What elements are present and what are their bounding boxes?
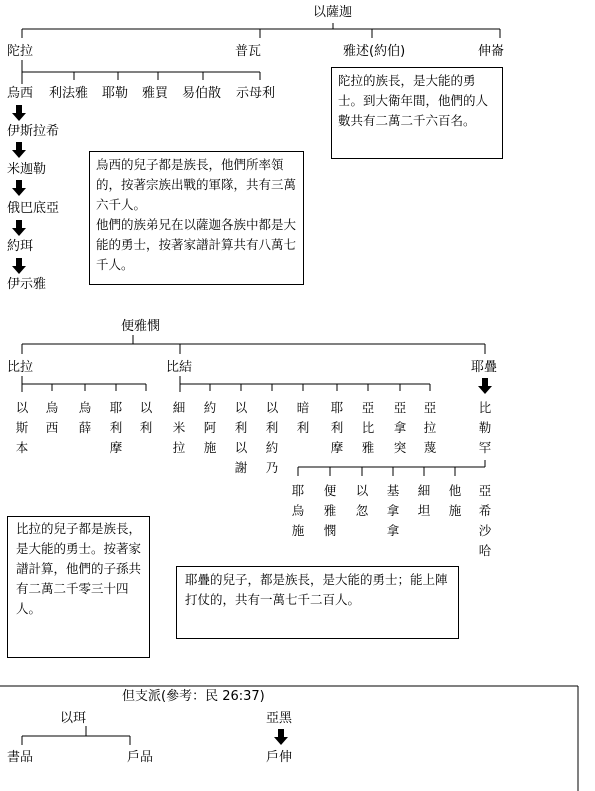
benjamin-child-bela: 比拉 [7,360,34,375]
tola-son: 烏西 [7,86,34,101]
uzzi-descendant: 伊斯拉希 [7,124,60,139]
bilhan-son: 基拿拿 [386,483,400,538]
issachar-child-shimron: 伸崙 [478,44,505,59]
becher-son: 細米拉 [172,400,186,455]
dan-right-son: 戶伸 [266,750,293,765]
benjamin-root: 便雅憫 [121,319,161,334]
becher-son: 約阿施 [203,400,217,455]
jediael-note-box: 耶疊的兒子，都是族長，是大能的勇士；能上陣打仗的，共有一萬七千二百人。 [176,566,459,639]
issachar-child-tola: 陀拉 [7,44,34,59]
becher-son: 耶利摩 [330,400,344,455]
bilhan-son: 亞希沙哈 [478,483,492,558]
dan-left-son: 書品 [7,750,34,765]
becher-son: 以利以謝 [234,400,248,475]
issachar-child-jashub: 雅述(約伯) [343,44,406,59]
becher-son: 亞比雅 [361,400,375,455]
benjamin-child-jediael: 耶疊 [471,360,498,375]
uzzi-descendant: 伊示雅 [7,277,47,292]
bilhan-son: 以忽 [355,483,369,518]
becher-son: 暗利 [296,400,310,435]
issachar-child-puah: 普瓦 [235,44,262,59]
issachar-root: 以薩迦 [313,5,353,20]
tola-note-box: 陀拉的族長，是大能的勇士。到大衛年間，他們的人數共有二萬二千六百名。 [331,67,503,159]
jediael-son: 比勒罕 [478,400,492,455]
arrow-down-icon [12,258,26,274]
dan-left-son: 戶品 [127,750,154,765]
tola-son: 示母利 [236,86,276,101]
bela-son: 以利 [139,400,153,435]
tola-son: 利法雅 [49,86,89,101]
uzzi-descendant: 俄巴底亞 [7,201,60,216]
bela-son: 以斯本 [15,400,29,455]
bilhan-son: 細坦 [417,483,431,518]
arrow-down-icon [478,378,492,394]
uzzi-descendant: 約珥 [7,239,34,254]
arrow-down-icon [274,729,288,745]
becher-son: 亞拿突 [393,400,407,455]
tola-son: 雅買 [142,86,169,101]
benjamin-child-becher: 比結 [166,360,193,375]
becher-son: 以利約乃 [265,400,279,475]
arrow-down-icon [12,180,26,196]
arrow-down-icon [12,220,26,236]
bela-son: 耶利摩 [109,400,123,455]
uzzi-note-box: 烏西的兒子都是族長，他們所率領的，按著宗族出戰的軍隊，共有三萬六千人。 他們的族弟兄在以薩迦各族中都是大能的勇士，按著家譜計算共有八萬七千人。 [89,151,304,285]
bela-son: 烏西 [45,400,59,435]
dan-left-parent: 以珥 [60,711,87,726]
bilhan-son: 他施 [448,483,462,518]
bela-son: 烏薛 [78,400,92,435]
arrow-down-icon [12,105,26,121]
uzzi-descendant: 米迦勒 [7,162,47,177]
tola-son: 耶勒 [102,86,129,101]
bilhan-son: 便雅憫 [323,483,337,538]
bilhan-son: 耶烏施 [291,483,305,538]
dan-section-title: 但支派(參考：民 26:37) [122,689,265,704]
bela-note-box: 比拉的兒子都是族長，是大能的勇士。按著家譜計算，他們的子孫共有二萬二千零三十四人。 [7,516,150,658]
becher-son: 亞拉蔑 [423,400,437,455]
dan-right-parent: 亞黑 [266,711,293,726]
arrow-down-icon [12,142,26,158]
tola-son: 易伯散 [182,86,222,101]
